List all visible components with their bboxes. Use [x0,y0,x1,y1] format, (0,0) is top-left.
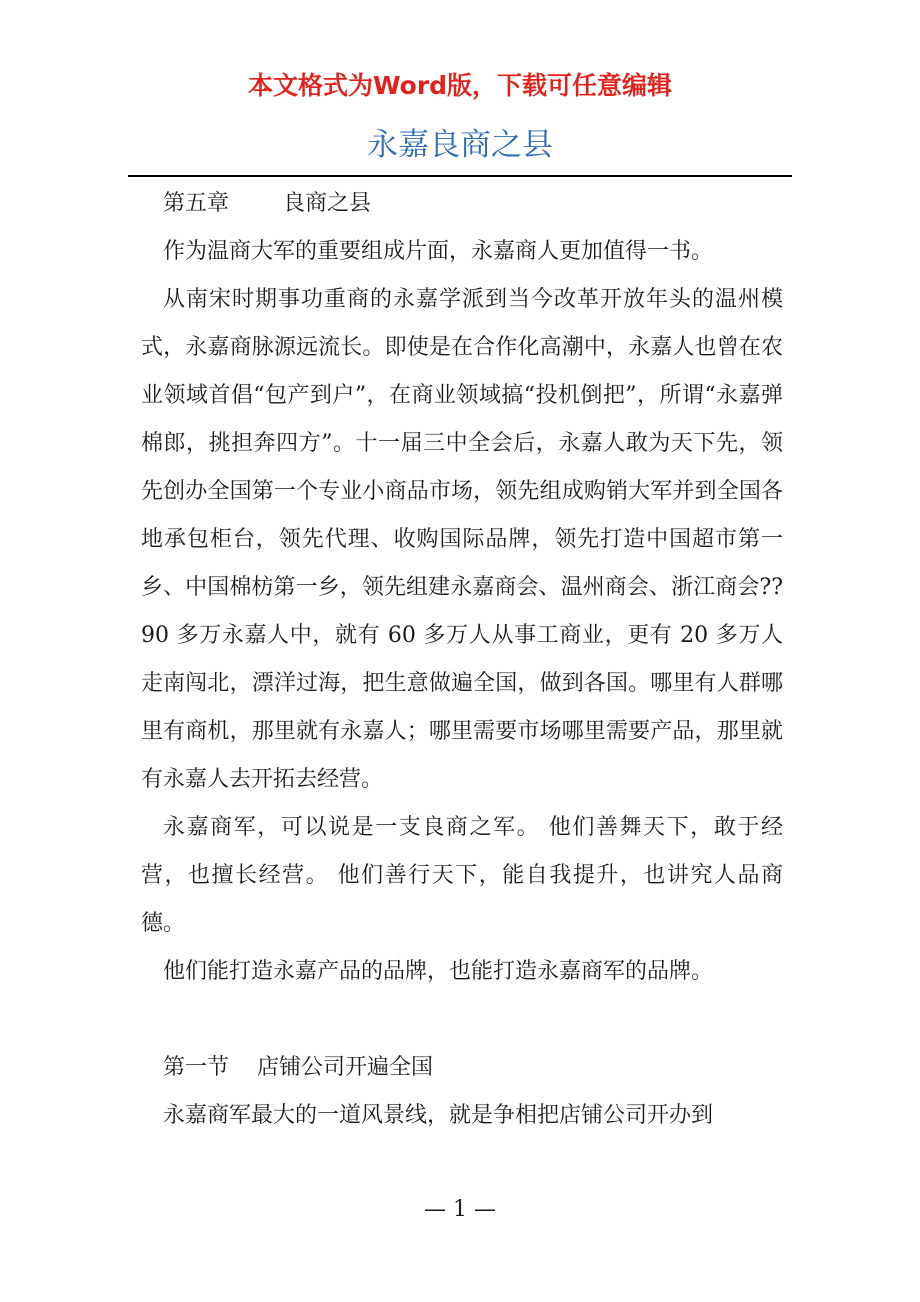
chapter-heading [141,180,783,228]
document-body [141,180,783,1140]
blank-line [141,996,783,1044]
page-number: — 1 — [424,1197,496,1222]
section-label: 第一节 [163,1055,230,1080]
paragraph: 从南宋时期事功重商的永嘉学派到当今改革开放年头的温州模式，永嘉商脉源远流长。即使是在合作化高潮中，永嘉人也曾在农业领域首倡“包产到户”，在商业领域搞“投机倒把”，所谓“永嘉弹棉郎，挑担奔四方”。十一届三中全会后，永嘉人敢为天下先，领先创办全国第一个专业小商品市场，领先组成购销大军并到全国各地承包柜台，领先代理、收购国际品牌，领先打造中国超市第一乡、中国棉枋第一乡，领先组建永嘉商会、温州商会、浙江商会??90 多万永嘉人中，就有 60 多万人从事工商业，更有 20 多万人走南闯北，漂洋过海，把生意做遍全国，做到各国。哪里有人群哪里有商机，那里就有永嘉人；哪里需要市场哪里需要产品，那里就有永嘉人去开拓去经营。 [141,287,783,792]
paragraph: 永嘉商军，可以说是一支良商之军。 他们善舞天下，敢于经营，也擅长经营。 他们善行天下，能自我提升，也讲究人品商德。 [141,815,783,936]
paragraph: 作为温商大军的重要组成片面，永嘉商人更加值得一书。 [163,239,714,264]
paragraph: 他们能打造永嘉产品的品牌，也能打造永嘉商军的品牌。 [163,959,714,984]
format-banner: 本文格式为Word版，下载可任意编辑 [247,71,673,100]
section-name: 店铺公司开遍全国 [257,1055,434,1080]
chapter-label: 第五章 [163,191,230,216]
section-heading [141,1044,783,1092]
paragraph: 永嘉商军最大的一道风景线，就是争相把店铺公司开办到 [163,1103,714,1128]
document-title: 永嘉良商之县 [367,127,553,163]
chapter-name: 良商之县 [283,191,372,216]
title-divider [128,175,792,177]
